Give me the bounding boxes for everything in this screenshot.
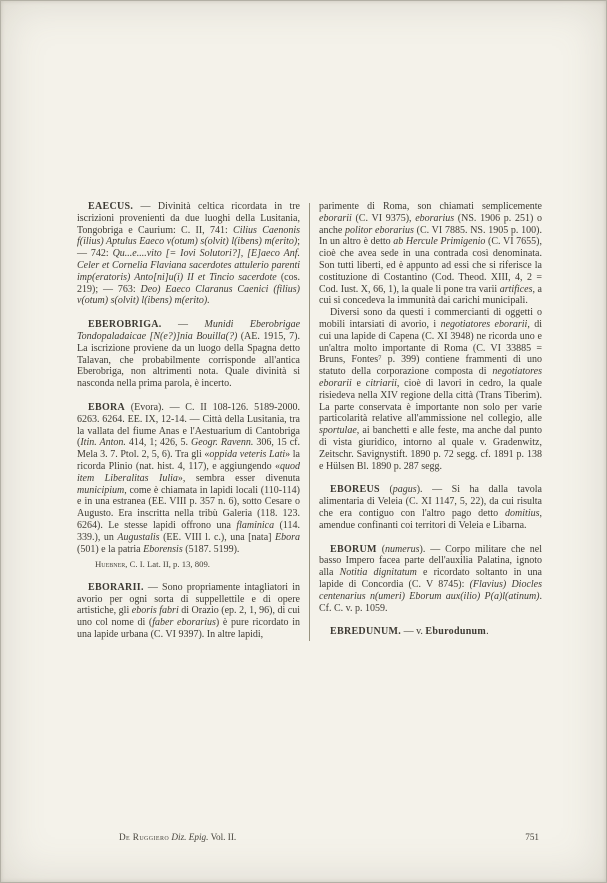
text-run: e bbox=[351, 377, 366, 389]
page-number: 751 bbox=[525, 832, 539, 842]
text-run: (Evora). — C. II 108-126. 5189-2000. 6263. 6264. EE. IX, 12-14. — Città della Lusitania, tra la vallata del fiume Anas e l'Aestuarium di Cantobriga ( bbox=[77, 401, 300, 449]
italic-run: sportulae bbox=[319, 425, 357, 437]
entry-paragraph bbox=[319, 307, 542, 472]
text-run: e ricordato soltanto in una lapide di Concordia (C. V 8745): bbox=[319, 567, 542, 590]
text-run: parimente di Roma, son chiamati semplicemente bbox=[319, 201, 542, 212]
text-run: (C. VI 9375), bbox=[351, 212, 416, 224]
text-run: (114. 339.), un bbox=[77, 519, 300, 543]
entry-paragraph bbox=[77, 201, 300, 307]
entry-paragraph bbox=[77, 319, 300, 390]
italic-run: eborarius bbox=[415, 212, 455, 224]
entry-paragraph bbox=[319, 484, 542, 531]
italic-run: quod item Liberalitas Iulia bbox=[77, 460, 300, 484]
footer-work-title: Diz. Epig. bbox=[171, 832, 209, 842]
italic-run: (Flavius) Diocles centenarius n(umeri) Eborum aux(ilio) P(a)l(atinum) bbox=[319, 578, 543, 602]
text-run: , come è chiamata in lapidi locali (110-114) e in una estranea (EE. VIII p. 357 n. 6), sotto Cesare o Augusto. Era inscritta nella tribù Galeria (118. 123. 6264). Le stesse lapidi offrono una bbox=[77, 484, 300, 531]
italic-run: Eborensis bbox=[143, 543, 183, 555]
italic-run: oppida veteris Lati bbox=[209, 449, 286, 461]
italic-run: Geogr. Ravenn. bbox=[190, 437, 254, 449]
text-run: — Sono propriamente intagliatori in avorio per ogni sorta di suppellettile e di opere artistiche, gli bbox=[77, 581, 300, 617]
italic-run: Cilius Caenonis f(ilius) Aptulus Eaeco v(otum) s(olvit) l(ibens) m(erito) bbox=[77, 224, 300, 248]
entry-paragraph bbox=[319, 201, 542, 307]
text-run: , a cui si concedeva la immunità dai carichi municipali. bbox=[319, 283, 542, 307]
italic-run: ab Hercule Primigenio bbox=[393, 236, 486, 248]
italic-run: faber eborarius bbox=[152, 617, 216, 629]
italic-run: numerus bbox=[385, 543, 420, 555]
headword-run: EAECUS. bbox=[88, 201, 134, 212]
headword-run: EBREDUNUM. bbox=[330, 626, 402, 638]
text-run: 414, 1; 426, 5. bbox=[125, 437, 191, 449]
text-run: (C. VI 7655), cioè che avea sede in una contrada così denominata. Son tutti liberti, ed è appunto ad essi che si riferisce la costituzione di Costantino (Cod. Theod. XIII, 4, 2 = Cod. Iust. X, 66, 1), la quale li pone tra varii bbox=[319, 236, 542, 295]
text-run: , ai banchetti e alle feste, ma anche dal punto di vista giuridico, intorno al quale v. Gradenwitz, Zeitschr. Savignystift. 1890 p. 72 segg. cf. 1891 p. 138 e Hülsen Bl. 1890 p. 287 segg. bbox=[319, 425, 542, 472]
footer-citation bbox=[119, 832, 236, 842]
text-run: ( bbox=[376, 543, 386, 555]
smallcaps-run: Huebner bbox=[95, 559, 126, 570]
italic-run: Ebora bbox=[274, 531, 300, 543]
entry-eborarii-continued bbox=[319, 201, 542, 472]
entry-ebora bbox=[77, 402, 300, 570]
text-run: Diversi sono da questi i commercianti di oggetti o mobili intarsiati di avorio, i bbox=[319, 307, 542, 330]
italic-run: flaminica bbox=[236, 519, 275, 531]
left-column bbox=[77, 201, 300, 641]
text-run: ) è pure ricordato in una lapide urbana (C. VI 9397). In altre lapidi, bbox=[77, 617, 300, 640]
headword-run: EBEROBRIGA. bbox=[88, 319, 162, 331]
reference-line bbox=[77, 559, 300, 570]
italic-run: Munidi Eberobrigae Tondopaladaicae [N(e?)]nia Bouilla(?) bbox=[77, 319, 301, 342]
entry-paragraph bbox=[77, 402, 300, 555]
italic-run: negotiatores eborarii bbox=[319, 366, 542, 389]
italic-run: domitius bbox=[505, 507, 540, 519]
headword-run: EBORUM bbox=[330, 543, 377, 555]
text-run: , di cui una lapide di Capena (C. XI 3948) ne ricorda uno e un'altra molto importante di Roma (C. VI 33885 = Bruns, Fontes⁷ p. 399) contiene frammenti di uno statuto della corporazione composta di bbox=[319, 318, 542, 378]
headword-run: EBORARII. bbox=[88, 581, 144, 593]
text-run: , cioè di lavori in cedro, la quale risiedeva nella XIV regione della città (Trans Tiberim). La parte conservata è importante non solo per varie particolarità relative all'ammissione nel collegio, alle bbox=[319, 377, 542, 425]
italic-run: municipium bbox=[77, 484, 125, 496]
entry-eborum bbox=[319, 544, 542, 615]
italic-run: Notitia dignitatum bbox=[339, 567, 417, 579]
text-run: — bbox=[161, 319, 205, 331]
entry-eborarii bbox=[77, 582, 300, 641]
entry-paragraph bbox=[319, 544, 542, 615]
text-run: (AE. 1915, 7). La iscrizione proviene da un luogo della Spagna detto Talavan, che probabilmente corrisponde all'antica Eberobriga, non altrimenti nota. Quale divinità si nasconda nella prima parola, è incerto. bbox=[77, 330, 300, 390]
entry-eboreus bbox=[319, 484, 542, 531]
footer-author: De Ruggiero bbox=[119, 832, 170, 842]
headword-run: EBOREUS bbox=[330, 484, 380, 496]
italic-run: negotiatores eborarii bbox=[440, 318, 528, 330]
text-run: ( bbox=[379, 484, 393, 496]
italic-run: politor eborarius bbox=[345, 224, 414, 236]
text-run: ; — 742: bbox=[77, 236, 300, 260]
text-run: (NS. 1906 p. 251) o anche bbox=[319, 212, 542, 236]
text-run: di Orazio (ep. 2, 1, 96), di cui uno col nome di ( bbox=[77, 605, 300, 629]
page-footer bbox=[77, 832, 543, 846]
italic-run: artifices bbox=[499, 283, 533, 295]
footer-volume: Vol. II. bbox=[210, 832, 237, 842]
text-run: . Cf. C. v. p. 1059. bbox=[319, 590, 542, 614]
entry-eberobriga bbox=[77, 319, 300, 390]
right-column bbox=[319, 201, 542, 641]
italic-run: citriarii bbox=[365, 377, 397, 389]
italic-run: Itin. Anton. bbox=[80, 437, 126, 449]
entry-paragraph bbox=[77, 582, 300, 641]
text-run: , amendue confinanti coi territori di Veleia e Libarna. bbox=[319, 507, 542, 531]
italic-run: pagus bbox=[392, 484, 417, 496]
text-run: — Divinità celtica ricordata in tre iscrizioni provenienti da due luoghi della Lusitania, Tongobriga e Caurium: C. II, 741: bbox=[77, 201, 300, 236]
text-run: ). — Si ha dalla tavola alimentaria di Veleia (C. XI 1147, 5, 22), da cui risulta che era contiguo con l'altro pago detto bbox=[319, 484, 542, 519]
text-run: (cos. 219); — 763: bbox=[77, 271, 300, 295]
text-run: » la ricorda Plinio (nat. hist. 4, 117), e aggiungendo « bbox=[77, 449, 300, 472]
text-run: (5187. 5199). bbox=[182, 543, 240, 555]
entry-ebredunum bbox=[319, 626, 542, 638]
text-run: . bbox=[486, 626, 489, 638]
text-run: 306, 15 cf. Mela 3. 7. Ptol. 2, 5, 6). Tra gli « bbox=[77, 437, 300, 461]
italic-run: eborarii bbox=[319, 212, 352, 224]
text-run: (501) e la patria bbox=[77, 543, 144, 555]
italic-run: Augustalis bbox=[117, 531, 160, 543]
text-run: — v. bbox=[401, 626, 426, 638]
italic-run: Qu...e....vito [= Iovi Solutori?], [E]aeco Anf. Celer et Cornelia Flaviana sacerdotes attulerio parenti imp(eratoris) Anto[ni]u(i) II et Tincio sacerdote bbox=[77, 248, 300, 283]
text-run: (C. VI 7885. NS. 1905 p. 100). In un altro è detto bbox=[319, 224, 542, 248]
italic-run: eboris fabri bbox=[131, 605, 179, 617]
italic-run: Deo) Eaeco Claranus Caenici (filius) v(otum) s(olvit) l(ibens) m(erito). bbox=[77, 283, 300, 307]
text-run: , C. I. Lat. II, p. 13, 809. bbox=[125, 559, 210, 570]
text-run: ). — Corpo militare che nel basso Impero facea parte dell'auxilia Palatina, ignoto alla bbox=[319, 543, 542, 579]
text-run: », sembra esser divenuta bbox=[177, 472, 300, 484]
text-run: (EE. VIII l. c.), una [nata] bbox=[159, 531, 275, 543]
entry-eaecus bbox=[77, 201, 300, 307]
entry-paragraph bbox=[319, 626, 542, 638]
headword-run: Eburodunum bbox=[425, 626, 487, 638]
headword-run: EBORA bbox=[88, 401, 126, 413]
text-block bbox=[77, 201, 543, 641]
column-divider bbox=[309, 203, 310, 641]
